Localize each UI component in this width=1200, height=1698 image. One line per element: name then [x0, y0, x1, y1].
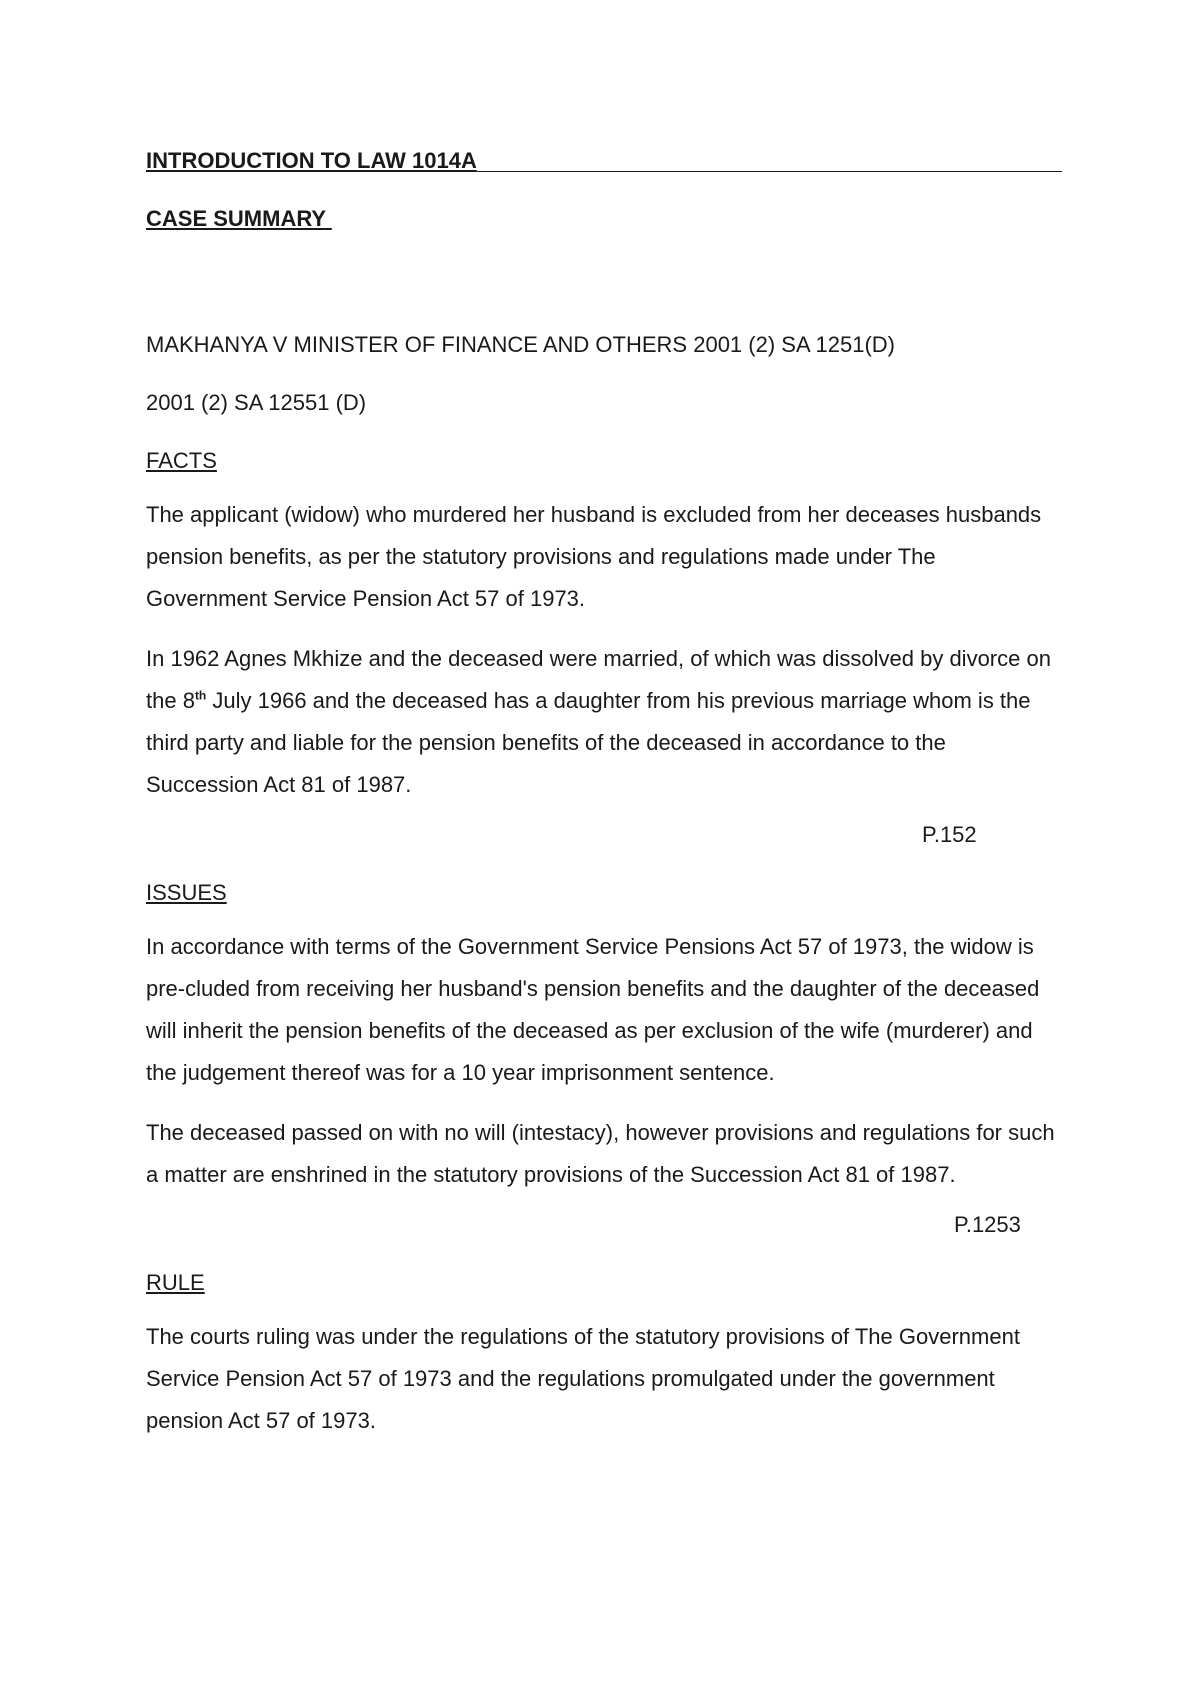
facts-page-reference: P.152	[922, 822, 977, 847]
rule-heading: RULE	[146, 1270, 205, 1295]
course-heading-row	[146, 146, 1062, 176]
facts-paragraph-2	[146, 638, 1062, 806]
facts-paragraph-1: The applicant (widow) who murdered her husband is excluded from her deceases husbands pension benefits, as per the statutory provisions and regulations made under The Government Service Pension Act 57 of 1973.	[146, 502, 1042, 611]
course-heading: INTRODUCTION TO LAW 1014A	[146, 148, 477, 173]
ordinal-superscript: th	[194, 688, 207, 703]
heading-underline-rule	[477, 171, 1062, 172]
facts-heading: FACTS	[146, 448, 217, 473]
facts-paragraph-2-start: In 1962 Agnes Mkhize and the deceased were married, of which was dissolved by divorce on the 8	[146, 646, 1051, 713]
facts-paragraph-2-end: July 1966 and the deceased has a daughter from his previous marriage whom is the third party and liable for the pension benefits of the deceased in accordance to the Succession Act 81 of 1987.	[146, 688, 1031, 797]
issues-page-reference: P.1253	[954, 1212, 1021, 1237]
issues-paragraph-1: In accordance with terms of the Government Service Pensions Act 57 of 1973, the widow is pre-cluded from receiving her husband's pension benefits and the daughter of the deceased will inherit the pension benefits of the deceased as per exclusion of the wife (murderer) and the judgement thereof was for a 10 year imprisonment sentence.	[146, 934, 1040, 1085]
issues-paragraph-2: The deceased passed on with no will (intestacy), however provisions and regulations for such a matter are enshrined in the statutory provisions of the Succession Act 81 of 1987.	[146, 1120, 1055, 1187]
case-summary-title: CASE SUMMARY	[146, 206, 332, 231]
document-page	[146, 146, 1062, 1442]
case-citation-alt: 2001 (2) SA 12551 (D)	[146, 390, 367, 415]
issues-heading: ISSUES	[146, 880, 227, 905]
rule-paragraph-1: The courts ruling was under the regulations of the statutory provisions of The Government Service Pension Act 57 of 1973 and the regulations promulgated under the government pension Act 57 of 1973.	[146, 1324, 1020, 1433]
case-citation: MAKHANYA V MINISTER OF FINANCE AND OTHERS 2001 (2) SA 1251(D)	[146, 332, 895, 357]
